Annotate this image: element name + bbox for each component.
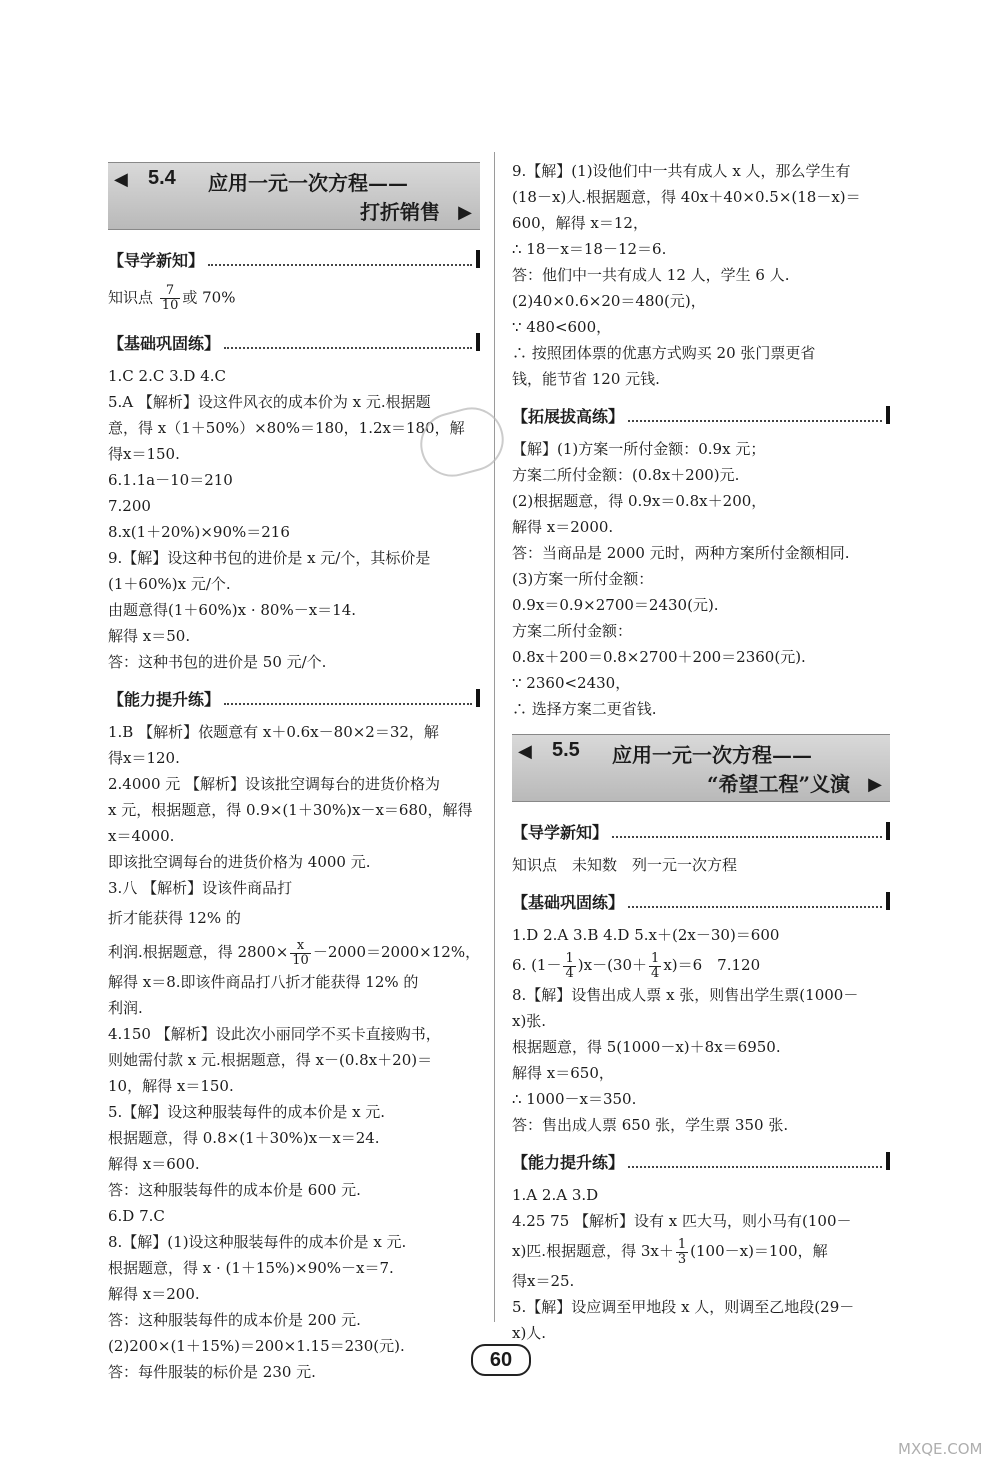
q6-equation: 6. (1－ $\frac{1}{4}$ )x－(30＋ $\frac{1}{4}$ x)＝6 7.120: [512, 950, 761, 981]
text-line: 2.4000 元 【解析】设该批空调每台的进货价格为: [108, 775, 441, 793]
section-header-basic: 【基础巩固练】: [108, 327, 480, 357]
text-line: 根据题意，得 x · (1＋15%)×90%－x＝7.: [108, 1259, 394, 1277]
basic-answers: [108, 363, 480, 675]
section-header-basic: 【基础巩固练】: [512, 886, 890, 916]
text-line: x)人.: [512, 1324, 547, 1342]
fraction: $\frac{1}{4}$: [565, 950, 574, 981]
title-line2: “希望工程”义演: [706, 772, 850, 796]
text-line: 方案二所付金额：: [512, 622, 633, 640]
guide-line: 知识点 未知数 列一元一次方程: [512, 856, 738, 874]
text-line: 8.【解】设售出成人票 x 张，则售出学生票(1000－: [512, 986, 859, 1004]
text-line: 8.【解】(1)设这种服装每件的成本价是 x 元.: [108, 1233, 407, 1251]
text-line: x＝4000.: [108, 827, 175, 845]
right-arrow-icon: ▶: [868, 774, 882, 795]
q4-equation-line: x)匹.根据题意，得 3x＋ $\frac{1}{3}$ (100－x)＝100，解: [512, 1236, 828, 1267]
watermark-url: MXQE.COM: [898, 1440, 983, 1458]
text-line: 3.八 【解析】设该件商品打: [108, 879, 293, 897]
title-line1: 应用一元一次方程——: [208, 171, 408, 195]
text-line: (18－x)人.根据题意，得 40x＋40×0.5×(18－x)＝: [512, 188, 861, 206]
text-line: 7.200: [108, 497, 151, 515]
text-line: 5.【解】设应调至甲地段 x 人，则调至乙地段(29－: [512, 1298, 855, 1316]
basic-line-1: 1.D 2.A 3.B 4.D 5.x＋(2x－30)＝600: [512, 926, 780, 944]
text-line: 解得 x＝600.: [108, 1155, 200, 1173]
text-line: 解得 x＝2000.: [512, 518, 614, 536]
title-line1: 应用一元一次方程——: [612, 743, 812, 767]
text-line: x 元，根据题意，得 0.9×(1＋30%)x－x＝680，解得: [108, 801, 473, 819]
text-line: (1＋60%)x 元/个.: [108, 575, 231, 593]
q3-equation-line: 利润.根据题意，得 2800× $\frac{x}{10}$ －2000＝2000×12%，: [108, 937, 481, 968]
text-line: ∵ 2360<2430，: [512, 674, 631, 692]
text-line: (3)方案一所付金额：: [512, 570, 654, 588]
text-line: 0.9x＝0.9×2700＝2430(元).: [512, 596, 719, 614]
section-title-5-4: [108, 162, 480, 230]
section-header-guide: 【导学新知】: [108, 244, 480, 274]
text-line: 1.B 【解析】依题意有 x＋0.6x－80×2＝32，解: [108, 723, 439, 741]
guide-line: 知识点 $\frac{7}{10}$ 或 70%: [108, 283, 236, 313]
section-header-guide: 【导学新知】: [512, 816, 890, 846]
q3-line1-tail: 折才能获得 12% 的: [108, 909, 241, 927]
fraction: $\frac{x}{10}$: [292, 937, 309, 968]
text-line: 解得 x＝200.: [108, 1285, 200, 1303]
left-arrow-icon: ◀: [518, 741, 532, 762]
text-line: 答：这种服装每件的成本价是 200 元.: [108, 1311, 361, 1329]
text-line: 得x＝25.: [512, 1272, 575, 1290]
text-line: 利润.: [108, 999, 143, 1017]
text-line: 5.【解】设这种服装每件的成本价是 x 元.: [108, 1103, 386, 1121]
text-line: 解得 x＝650，: [512, 1064, 614, 1082]
text-line: 答：他们中一共有成人 12 人，学生 6 人.: [512, 266, 790, 284]
text-line: 5.A 【解析】设这件风衣的成本价为 x 元.根据题: [108, 393, 431, 411]
fraction: $\frac{1}{3}$: [677, 1236, 687, 1267]
ability-answers-cont: [108, 969, 480, 1385]
text-line: 答：每件服装的标价是 230 元.: [108, 1363, 316, 1381]
text-line: 4.25 75 【解析】设有 x 匹大马，则小马有(100－: [512, 1212, 852, 1230]
text-line: 由题意得(1＋60%)x · 80%－x＝14.: [108, 601, 357, 619]
section-number: 5.4: [148, 167, 176, 189]
text-line: ∴ 18－x＝18－12＝6.: [512, 240, 667, 258]
text-line: ∵ 480<600，: [512, 318, 612, 336]
right-arrow-icon: ▶: [458, 202, 472, 223]
text-line: 600，解得 x＝12，: [512, 214, 648, 232]
left-arrow-icon: ◀: [114, 169, 128, 190]
text-line: 1.C 2.C 3.D 4.C: [108, 367, 227, 385]
ability-answers: [108, 719, 480, 901]
text-line: 答：这种书包的进价是 50 元/个.: [108, 653, 327, 671]
section-header-ability: 【能力提升练】: [512, 1146, 890, 1176]
text-line: 答：这种服装每件的成本价是 600 元.: [108, 1181, 361, 1199]
text-line: 得x＝120.: [108, 749, 180, 767]
text-line: ∴ 选择方案二更省钱.: [512, 700, 657, 718]
fraction: $\frac{7}{10}$: [161, 283, 179, 313]
text-line: 根据题意，得 5(1000－x)＋8x＝6950.: [512, 1038, 781, 1056]
left-column: [108, 150, 480, 1385]
text-line: (2)200×(1＋15%)＝200×1.15＝230(元).: [108, 1337, 405, 1355]
text-line: 6.1.1a－10＝210: [108, 471, 233, 489]
section-header-extend: 【拓展拔高练】: [512, 400, 890, 430]
section-header-ability: 【能力提升练】: [108, 683, 480, 713]
page-number: 60: [471, 1344, 531, 1376]
text-line: 答：当商品是 2000 元时，两种方案所付金额相同.: [512, 544, 850, 562]
section-number: 5.5: [552, 739, 580, 761]
title-line2: 打折销售: [360, 200, 440, 224]
text-line: 答：售出成人票 650 张，学生票 350 张.: [512, 1116, 789, 1134]
text-line: 10，解得 x＝150.: [108, 1077, 234, 1095]
text-line: 9.【解】(1)设他们中一共有成人 x 人，那么学生有: [512, 162, 851, 180]
text-line: (2)40×0.6×20＝480(元)，: [512, 292, 706, 310]
text-line: 得x＝150.: [108, 445, 180, 463]
text-line: 解得 x＝8.即该件商品打八折才能获得 12% 的: [108, 973, 419, 991]
text-line: 1.A 2.A 3.D: [512, 1186, 599, 1204]
text-line: 9.【解】设这种书包的进价是 x 元/个，其标价是: [108, 549, 431, 567]
text-line: 方案二所付金额：(0.8x＋200)元.: [512, 466, 740, 484]
text-line: 0.8x＋200＝0.8×2700＋200＝2360(元).: [512, 648, 806, 666]
text-line: ∴ 按照团体票的优惠方式购买 20 张门票更省: [512, 344, 816, 362]
text-line: 解得 x＝50.: [108, 627, 191, 645]
extend-answers: [512, 436, 890, 722]
right-column: [512, 158, 890, 1346]
text-line: 根据题意，得 0.8×(1＋30%)x－x＝24.: [108, 1129, 380, 1147]
fraction: $\frac{1}{4}$: [651, 950, 660, 981]
text-line: 8.x(1＋20%)×90%＝216: [108, 523, 290, 541]
text-line: 钱，能节省 120 元钱.: [512, 370, 660, 388]
text-line: ∴ 1000－x＝350.: [512, 1090, 637, 1108]
text-line: 即该批空调每台的进货价格为 4000 元.: [108, 853, 371, 871]
ability-answers-cont: [512, 1268, 890, 1346]
ability-answers: [512, 1182, 890, 1234]
text-line: (2)根据题意，得 0.9x＝0.8x＋200，: [512, 492, 767, 510]
basic-answers: [512, 982, 890, 1138]
text-line: 【解】(1)方案一所付金额：0.9x 元；: [512, 440, 766, 458]
text-line: 6.D 7.C: [108, 1207, 165, 1225]
text-line: 意，得 x（1＋50%）×80%＝180，1.2x＝180，解: [108, 419, 465, 437]
text-line: 4.150 【解析】设此次小丽同学不买卡直接购书，: [108, 1025, 441, 1043]
text-line: x)张.: [512, 1012, 547, 1030]
q9-answer: [512, 158, 890, 392]
section-title-5-5: [512, 734, 890, 802]
text-line: 则她需付款 x 元.根据题意，得 x－(0.8x＋20)＝: [108, 1051, 433, 1069]
column-divider: [494, 152, 495, 1322]
